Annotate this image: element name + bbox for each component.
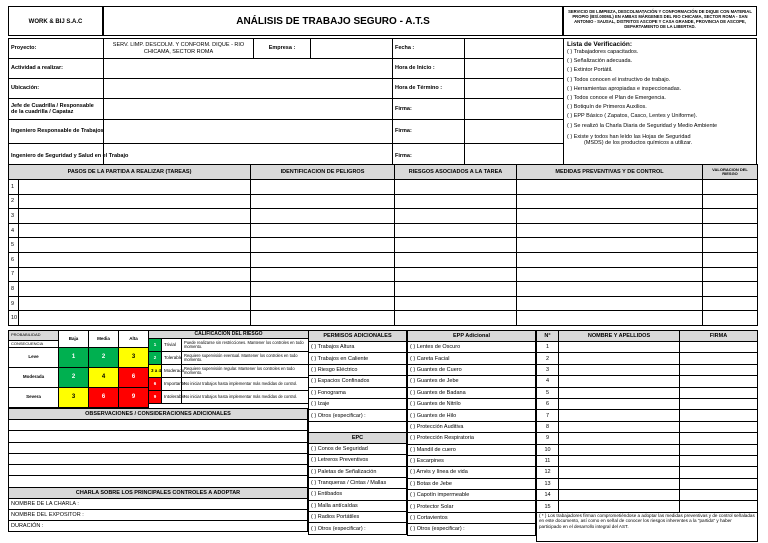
firma-nombre-cell[interactable] xyxy=(559,433,680,444)
firma-signature-cell[interactable] xyxy=(680,342,758,353)
firmas-header-nombre: NOMBRE Y APELLIDOS xyxy=(559,331,680,342)
permisos-blank xyxy=(309,421,407,432)
task-step-cell[interactable] xyxy=(19,296,251,311)
calificacion-score: 9 xyxy=(149,391,162,404)
task-step-cell[interactable] xyxy=(19,267,251,282)
firma-row xyxy=(537,433,758,444)
firma-row-number: 9 xyxy=(537,433,559,444)
calificacion-row xyxy=(149,365,309,378)
task-control-cell[interactable] xyxy=(517,194,703,209)
permiso-item[interactable]: ( ) Trabajos Altura xyxy=(309,342,407,353)
matrix-cell: 1 xyxy=(59,348,89,368)
matrix-col-baja: Baja xyxy=(59,331,89,348)
epp-item[interactable]: ( ) Guantes de Cuero xyxy=(408,364,536,375)
epp-item[interactable]: ( ) Careta Facial xyxy=(408,353,536,364)
task-row-number: 1 xyxy=(9,180,19,195)
checklist-msds-line1: ( ) Existe y todos han leído las Hojas de Seguridad xyxy=(567,133,691,140)
task-control-cell[interactable] xyxy=(517,252,703,267)
ats-form xyxy=(8,6,757,540)
calificacion-desc: Requiere supervisión eventual. Mantener los controles en todo momento. xyxy=(182,352,309,365)
calificacion-row xyxy=(149,352,309,365)
company-name: WORK & BIJ S.A.C xyxy=(8,6,103,36)
firma-field-1[interactable] xyxy=(465,99,564,120)
info-block xyxy=(8,38,563,168)
task-risk-cell[interactable] xyxy=(395,282,517,297)
task-valoracion-cell[interactable] xyxy=(703,238,758,253)
task-hazard-cell[interactable] xyxy=(251,296,395,311)
matrix-prob-label: PROBABILIDAD xyxy=(9,331,59,341)
calificacion-level: Importante xyxy=(162,378,182,391)
matrix-cell: 3 xyxy=(59,388,89,408)
task-row xyxy=(9,282,758,297)
matrix-cell: 9 xyxy=(119,388,149,408)
epc-item[interactable]: ( ) Radios Portátiles xyxy=(309,512,407,523)
epp-item[interactable]: ( ) Protector Solar xyxy=(408,501,536,512)
firma-signature-cell[interactable] xyxy=(680,410,758,421)
calificacion-score: 3 a 4 xyxy=(149,365,162,378)
firma-nombre-cell[interactable] xyxy=(559,410,680,421)
task-control-cell[interactable] xyxy=(517,223,703,238)
firma-signature-cell[interactable] xyxy=(680,490,758,501)
charla-title: CHARLA SOBRE LOS PRINCIPALES CONTROLES A ADOPTAR xyxy=(9,487,308,498)
firma-nombre-cell[interactable] xyxy=(559,376,680,387)
epc-item[interactable]: ( ) Conos de Seguridad xyxy=(309,443,407,454)
tasks-header-peligros: IDENTIFICACION DE PELIGROS xyxy=(251,165,395,180)
task-hazard-cell[interactable] xyxy=(251,223,395,238)
matrix-row-label: Severa xyxy=(9,388,59,408)
firma-signature-cell[interactable] xyxy=(680,421,758,432)
jefe-field[interactable] xyxy=(104,99,393,120)
matrix-cell: 6 xyxy=(119,368,149,388)
matrix-col-alta: Alta xyxy=(119,331,149,348)
hora-termino-label: Hora de Término : xyxy=(393,79,465,99)
firma-row-number: 14 xyxy=(537,490,559,501)
firma-signature-cell[interactable] xyxy=(680,501,758,512)
firma-row-number: 15 xyxy=(537,501,559,512)
firma-row xyxy=(537,421,758,432)
firma-row-number: 1 xyxy=(537,342,559,353)
firma-row-number: 13 xyxy=(537,478,559,489)
epp-item[interactable]: ( ) Cortavientos xyxy=(408,512,536,523)
calificacion-level: Trivial xyxy=(162,339,182,352)
form-title: ANÁLISIS DE TRABAJO SEGURO - A.T.S xyxy=(103,6,563,36)
firma-row xyxy=(537,364,758,375)
epp-item[interactable]: ( ) Protección Respiratoria xyxy=(408,433,536,444)
task-control-cell[interactable] xyxy=(517,311,703,326)
task-control-cell[interactable] xyxy=(517,238,703,253)
firmas-footer-note: ( * ) Los trabajadores firman comprometiéndose a adoptar las medidas preventivas y de control señaladas en este documento, así como en señal de conocer los riesgos inherentes a la "partida" y haber participado en el desarrollo integral del AST. xyxy=(537,512,758,541)
observaciones-line[interactable] xyxy=(9,465,308,476)
firma-row xyxy=(537,387,758,398)
task-hazard-cell[interactable] xyxy=(251,252,395,267)
firmas-header-firma: FIRMA xyxy=(680,331,758,342)
ubicacion-field[interactable] xyxy=(104,79,393,99)
firma-nombre-cell[interactable] xyxy=(559,353,680,364)
permisos-section xyxy=(308,330,407,535)
firmas-header-num: N° xyxy=(537,331,559,342)
epp-item[interactable]: ( ) Escarpines xyxy=(408,455,536,466)
firmas-table xyxy=(536,330,758,542)
task-control-cell[interactable] xyxy=(517,209,703,224)
task-hazard-cell[interactable] xyxy=(251,194,395,209)
calificacion-desc: Puede realizarse sin restricciones. Mantener los controles en todo momento. xyxy=(182,339,309,352)
firma-field-2[interactable] xyxy=(465,120,564,144)
fecha-field[interactable] xyxy=(465,39,564,59)
ing-responsable-label: Ingeniero Responsable de Trabajos xyxy=(9,120,104,144)
task-step-cell[interactable] xyxy=(19,194,251,209)
task-risk-cell[interactable] xyxy=(395,311,517,326)
checklist-msds[interactable] xyxy=(567,134,753,146)
checklist-item[interactable]: ( ) Señalización adecuada. xyxy=(567,58,633,65)
task-risk-cell[interactable] xyxy=(395,223,517,238)
observaciones-table xyxy=(8,408,308,532)
matrix-row-label: Moderada xyxy=(9,368,59,388)
checklist-item[interactable]: ( ) Trabajadores capacitados. xyxy=(567,49,639,55)
task-valoracion-cell[interactable] xyxy=(703,252,758,267)
task-row-number: 4 xyxy=(9,223,19,238)
calificacion-score: 2 xyxy=(149,352,162,365)
task-hazard-cell[interactable] xyxy=(251,209,395,224)
task-row xyxy=(9,194,758,209)
firma-nombre-cell[interactable] xyxy=(559,421,680,432)
firma-signature-cell[interactable] xyxy=(680,353,758,364)
checklist-item[interactable]: ( ) EPP Básico ( Zapatos, Casco, Lentes y Uniforme). xyxy=(567,113,698,120)
epc-item[interactable]: ( ) Paletas de Señalización xyxy=(309,466,407,477)
checklist-item[interactable]: ( ) Todos conoce el Plan de Emergencia. xyxy=(567,95,666,102)
matrix-row xyxy=(9,368,149,388)
task-hazard-cell[interactable] xyxy=(251,267,395,282)
firma-row xyxy=(537,376,758,387)
task-risk-cell[interactable] xyxy=(395,267,517,282)
task-row-number: 2 xyxy=(9,194,19,209)
epc-item[interactable]: ( ) Tranqueras / Cintas / Mallas xyxy=(309,477,407,488)
calificacion-level: Intolerable xyxy=(162,391,182,404)
task-row-number: 9 xyxy=(9,296,19,311)
calificacion-row xyxy=(149,378,309,391)
epp-item[interactable]: ( ) Arnés y línea de vida xyxy=(408,467,536,478)
proyecto-value[interactable]: SERV. LIMP. DESCOLM. Y CONFORM. DIQUE - RIO CHICAMA, SECTOR ROMA xyxy=(104,39,254,59)
firma-row-number: 10 xyxy=(537,444,559,455)
firma-row xyxy=(537,410,758,421)
permiso-item[interactable]: ( ) Trabajos en Caliente xyxy=(309,353,407,364)
task-row xyxy=(9,267,758,282)
firma-nombre-cell[interactable] xyxy=(559,478,680,489)
permiso-item[interactable]: ( ) Fonograma xyxy=(309,387,407,398)
firma-signature-cell[interactable] xyxy=(680,398,758,409)
info-table xyxy=(8,38,564,169)
task-row xyxy=(9,296,758,311)
task-hazard-cell[interactable] xyxy=(251,311,395,326)
charla-expositor[interactable]: NOMBRE DEL EXPOSITOR : xyxy=(9,509,308,520)
firma-nombre-cell[interactable] xyxy=(559,342,680,353)
checklist-item[interactable]: ( ) Se realizó la Charla Diaria de Seguridad y Medio Ambiente xyxy=(567,122,718,129)
task-row-number: 6 xyxy=(9,252,19,267)
firma-row-number: 2 xyxy=(537,353,559,364)
charla-nombre[interactable]: NOMBRE DE LA CHARLA : xyxy=(9,498,308,509)
epp-item[interactable]: ( ) Guantes de Jebe xyxy=(408,376,536,387)
epp-item[interactable]: ( ) Botas de Jebe xyxy=(408,478,536,489)
matrix-row xyxy=(9,348,149,368)
task-control-cell[interactable] xyxy=(517,296,703,311)
task-risk-cell[interactable] xyxy=(395,194,517,209)
matrix-cell: 2 xyxy=(89,348,119,368)
calificacion-level: Moderado xyxy=(162,365,182,378)
epc-item[interactable]: ( ) Entibados xyxy=(309,489,407,500)
ubicacion-label: Ubicación: xyxy=(9,79,104,99)
calificacion-row xyxy=(149,391,309,404)
epp-item[interactable]: ( ) Lentes de Oscuro xyxy=(408,342,536,353)
proyecto-label: Proyecto: xyxy=(9,39,104,59)
firma-row xyxy=(537,353,758,364)
tasks-section xyxy=(8,164,757,326)
calificacion-table xyxy=(148,330,309,404)
task-valoracion-cell[interactable] xyxy=(703,180,758,195)
firma-signature-cell[interactable] xyxy=(680,455,758,466)
task-row xyxy=(9,223,758,238)
task-step-cell[interactable] xyxy=(19,311,251,326)
observaciones-line[interactable] xyxy=(9,420,308,431)
permiso-item[interactable]: ( ) Izaje xyxy=(309,398,407,409)
firma-nombre-cell[interactable] xyxy=(559,364,680,375)
checklist-item[interactable]: ( ) Todos conocen el instructivo de trabajo. xyxy=(567,76,671,83)
epp-item[interactable]: ( ) Otros (especificar) : xyxy=(408,524,536,535)
task-row-number: 5 xyxy=(9,238,19,253)
epp-section xyxy=(407,330,536,536)
epc-item[interactable]: ( ) Otros (especificar) : xyxy=(309,523,407,534)
checklist-msds-line2: (MSDS) de los productos químicos a utilizar. xyxy=(584,139,693,146)
firma-signature-cell[interactable] xyxy=(680,467,758,478)
task-step-cell[interactable] xyxy=(19,180,251,195)
task-row xyxy=(9,238,758,253)
task-step-cell[interactable] xyxy=(19,238,251,253)
firma-signature-cell[interactable] xyxy=(680,478,758,489)
task-valoracion-cell[interactable] xyxy=(703,209,758,224)
task-step-cell[interactable] xyxy=(19,282,251,297)
tasks-header-pasos: PASOS DE LA PARTIDA A REALIZAR (TAREAS) xyxy=(9,165,251,180)
firma-row-number: 6 xyxy=(537,398,559,409)
matrix-col-media: Media xyxy=(89,331,119,348)
checklist xyxy=(563,38,757,168)
firma-nombre-cell[interactable] xyxy=(559,387,680,398)
observaciones-section xyxy=(8,408,308,532)
firma-row xyxy=(537,467,758,478)
observaciones-line[interactable] xyxy=(9,442,308,453)
observaciones-title: OBSERVACIONES / CONSIDERACIONES ADICIONALES xyxy=(9,409,308,420)
task-step-cell[interactable] xyxy=(19,209,251,224)
matrix-cons-label: CONSECUENCIA xyxy=(9,341,59,348)
firma-row-number: 12 xyxy=(537,467,559,478)
matrix-row-label: Leve xyxy=(9,348,59,368)
epp-table xyxy=(407,330,536,536)
firma-label-2: Firma: xyxy=(393,120,465,144)
firma-row-number: 4 xyxy=(537,376,559,387)
firma-label-1: Firma: xyxy=(393,99,465,120)
permiso-item[interactable]: ( ) Otros (especificar) : xyxy=(309,410,407,421)
checklist-title: Lista de Verificación: xyxy=(567,41,633,48)
tasks-header-riesgos: RIESGOS ASOCIADOS A LA TAREA xyxy=(395,165,517,180)
task-row-number: 7 xyxy=(9,267,19,282)
observaciones-line[interactable] xyxy=(9,431,308,442)
calificacion-level: Tolerable xyxy=(162,352,182,365)
firma-row-number: 11 xyxy=(537,455,559,466)
matrix-cell: 6 xyxy=(89,388,119,408)
task-row xyxy=(9,311,758,326)
firma-row xyxy=(537,501,758,512)
checklist-item[interactable]: ( ) Extintor Portátil. xyxy=(567,67,613,74)
task-valoracion-cell[interactable] xyxy=(703,194,758,209)
task-control-cell[interactable] xyxy=(517,267,703,282)
tasks-header-medidas: MEDIDAS PREVENTIVAS Y DE CONTROL xyxy=(517,165,703,180)
calificacion-desc: Requiere supervisión regular. Mantener los controles en todo momento. xyxy=(182,365,309,378)
firma-row-number: 7 xyxy=(537,410,559,421)
calificacion-row xyxy=(149,339,309,352)
hora-inicio-field[interactable] xyxy=(465,59,564,79)
epc-title: EPC xyxy=(309,432,407,443)
task-step-cell[interactable] xyxy=(19,223,251,238)
task-valoracion-cell[interactable] xyxy=(703,282,758,297)
task-row-number: 3 xyxy=(9,209,19,224)
risk-matrix xyxy=(8,330,149,408)
firma-nombre-cell[interactable] xyxy=(559,490,680,501)
firma-signature-cell[interactable] xyxy=(680,376,758,387)
matrix-cell: 4 xyxy=(89,368,119,388)
task-valoracion-cell[interactable] xyxy=(703,267,758,282)
task-row-number: 8 xyxy=(9,282,19,297)
epp-item[interactable]: ( ) Guantes de Hilo xyxy=(408,410,536,421)
firma-signature-cell[interactable] xyxy=(680,433,758,444)
observaciones-line[interactable] xyxy=(9,453,308,464)
firma-row-number: 5 xyxy=(537,387,559,398)
permiso-item[interactable]: ( ) Riesgo Eléctrico xyxy=(309,364,407,375)
epp-title: EPP Adicional xyxy=(408,331,536,342)
firma-nombre-cell[interactable] xyxy=(559,467,680,478)
firmas-section xyxy=(536,330,757,542)
firma-row xyxy=(537,490,758,501)
task-valoracion-cell[interactable] xyxy=(703,223,758,238)
task-row xyxy=(9,252,758,267)
task-step-cell[interactable] xyxy=(19,252,251,267)
task-risk-cell[interactable] xyxy=(395,252,517,267)
epc-item[interactable]: ( ) Malla antícaídas xyxy=(309,500,407,511)
calificacion-title: CALIFICACION DEL RIESGO xyxy=(149,331,309,339)
task-risk-cell[interactable] xyxy=(395,180,517,195)
actividad-field[interactable] xyxy=(104,59,393,79)
checklist-items xyxy=(567,48,753,131)
jefe-label: Jefe de Cuadrilla / Responsable de la cuadrilla / Capataz xyxy=(9,99,104,120)
epc-item[interactable]: ( ) Letreros Preventivos xyxy=(309,455,407,466)
task-row-number: 10 xyxy=(9,311,19,326)
task-valoracion-cell[interactable] xyxy=(703,296,758,311)
charla-duracion[interactable]: DURACIÓN : xyxy=(9,520,308,531)
checklist-item[interactable]: ( ) Herramientas apropiadas e inspeccionadas. xyxy=(567,85,682,92)
firma-nombre-cell[interactable] xyxy=(559,398,680,409)
service-description: SERVICIO DE LIMPIEZA, DESCOLMATACIÓN Y CONFORMACIÓN DE DIQUE CON MATERIAL PROPIO (BS/.000ML) EN AMBAS MÁRGENES DEL RIO CHICAMA, SECTOR ROMA - SAN ANTONIO - SAUSAL, DISTRITOS ASCOPE Y CASA GRANDE, PROVINCIA DE ASCOPE, DEPARTAMENTO DE LA LIBERTAD. xyxy=(563,6,757,36)
task-valoracion-cell[interactable] xyxy=(703,311,758,326)
matrix-cell: 2 xyxy=(59,368,89,388)
matrix-row xyxy=(9,388,149,408)
observaciones-line[interactable] xyxy=(9,476,308,487)
hora-inicio-label: Hora de Inicio : xyxy=(393,59,465,79)
firma-row xyxy=(537,342,758,353)
task-hazard-cell[interactable] xyxy=(251,238,395,253)
ing-seguridad-label: Ingeniero de Seguridad y Salud en el Trabajo xyxy=(9,144,104,169)
firma-row xyxy=(537,455,758,466)
task-hazard-cell[interactable] xyxy=(251,180,395,195)
firma-signature-cell[interactable] xyxy=(680,364,758,375)
checklist-item[interactable]: ( ) Botiquín de Primeros Auxilios. xyxy=(567,104,647,111)
firma-label-3: Firma: xyxy=(393,144,465,169)
epp-item[interactable]: ( ) Mandil de cuero xyxy=(408,444,536,455)
epp-item[interactable]: ( ) Guantes de Badana xyxy=(408,387,536,398)
task-risk-cell[interactable] xyxy=(395,238,517,253)
empresa-label: Empresa : xyxy=(254,39,311,59)
epp-item[interactable]: ( ) Capotín impermeable xyxy=(408,490,536,501)
tasks-table xyxy=(8,164,758,326)
hora-termino-field[interactable] xyxy=(465,79,564,99)
task-control-cell[interactable] xyxy=(517,282,703,297)
firma-row xyxy=(537,398,758,409)
task-row xyxy=(9,180,758,195)
firma-signature-cell[interactable] xyxy=(680,444,758,455)
calificacion-desc: No iniciar trabajos hasta implementar más medidas de control. xyxy=(182,378,309,391)
task-hazard-cell[interactable] xyxy=(251,282,395,297)
calificacion-score: 1 xyxy=(149,339,162,352)
empresa-field[interactable] xyxy=(311,39,393,59)
calificacion-desc: No iniciar trabajos hasta implementar más medidas de control. xyxy=(182,391,309,404)
firma-row xyxy=(537,444,758,455)
permisos-table xyxy=(308,330,407,535)
epp-item[interactable]: ( ) Guantes de Nitrilo xyxy=(408,398,536,409)
task-risk-cell[interactable] xyxy=(395,296,517,311)
ing-responsable-field[interactable] xyxy=(104,120,393,144)
task-control-cell[interactable] xyxy=(517,180,703,195)
fecha-label: Fecha : xyxy=(393,39,465,59)
tasks-header-valoracion: VALORACION DEL RIESGO xyxy=(703,165,758,180)
permisos-title: PERMISOS ADICIONALES xyxy=(309,331,407,342)
firma-nombre-cell[interactable] xyxy=(559,501,680,512)
firma-nombre-cell[interactable] xyxy=(559,444,680,455)
task-risk-cell[interactable] xyxy=(395,209,517,224)
epp-item[interactable]: ( ) Protección Auditiva xyxy=(408,421,536,432)
task-row xyxy=(9,209,758,224)
firma-row-number: 8 xyxy=(537,421,559,432)
firma-nombre-cell[interactable] xyxy=(559,455,680,466)
actividad-label: Actividad a realizar: xyxy=(9,59,104,79)
firma-row xyxy=(537,478,758,489)
calificacion-score: 6 xyxy=(149,378,162,391)
firma-row-number: 3 xyxy=(537,364,559,375)
matrix-cell: 3 xyxy=(119,348,149,368)
permiso-item[interactable]: ( ) Espacios Confinados xyxy=(309,376,407,387)
firma-signature-cell[interactable] xyxy=(680,387,758,398)
